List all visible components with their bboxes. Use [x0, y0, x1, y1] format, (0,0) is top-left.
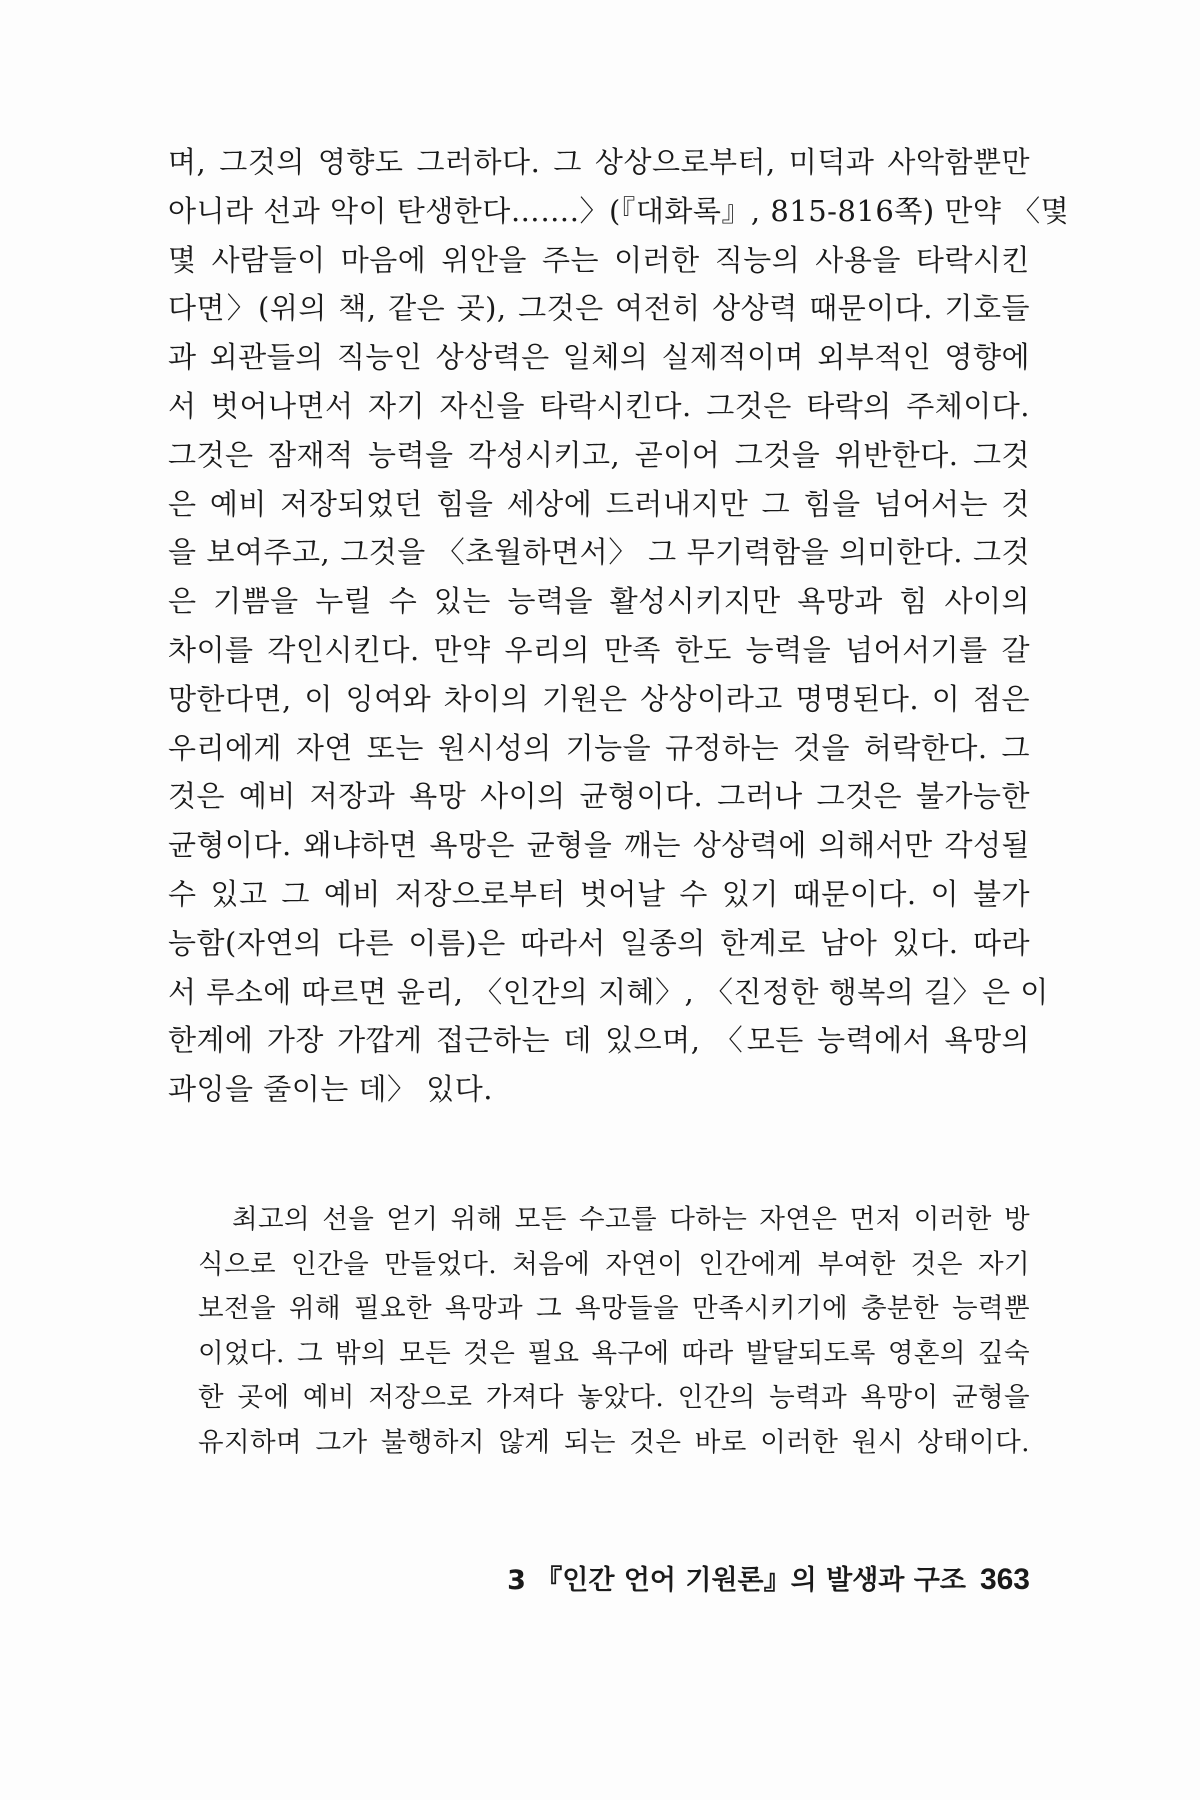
body-line: 능함(자연의 다른 이름)은 따라서 일종의 한계로 남아 있다. 따라: [168, 925, 1030, 960]
running-head: 3 『인간 언어 기원론』의 발생과 구조: [507, 1565, 966, 1596]
quote-line: 유지하며 그가 불행하지 않게 되는 것은 바로 이러한 원시 상태이다.: [198, 1426, 1030, 1458]
body-line: 수 있고 그 예비 저장으로부터 벗어날 수 있기 때문이다. 이 불가: [168, 876, 1030, 911]
body-line: 아니라 선과 악이 탄생한다…….〉(『대화록』, 815-816쪽) 만약 〈몇: [168, 193, 1070, 228]
body-line: 은 예비 저장되었던 힘을 세상에 드러내지만 그 힘을 넘어서는 것: [168, 486, 1030, 521]
body-line: 은 기쁨을 누릴 수 있는 능력을 활성시키지만 욕망과 힘 사이의: [168, 584, 1030, 619]
body-line: 서 루소에 따르면 윤리, 〈인간의 지혜〉, 〈진정한 행복의 길〉은 이: [168, 974, 1049, 1009]
body-line: 몇 사람들이 마음에 위안을 주는 이러한 직능의 사용을 타락시킨: [168, 242, 1030, 277]
quote-line: 최고의 선을 얻기 위해 모든 수고를 다하는 자연은 먼저 이러한 방: [232, 1204, 1030, 1235]
body-line: 것은 예비 저장과 욕망 사이의 균형이다. 그러나 그것은 불가능한: [168, 779, 1030, 814]
body-line: 과잉을 줄이는 데〉 있다.: [168, 1072, 493, 1107]
body-line: 을 보여주고, 그것을 〈초월하면서〉 그 무기력함을 의미한다. 그것: [168, 535, 1030, 570]
body-paragraph: [168, 138, 1070, 1114]
page-number: 363: [979, 1563, 1030, 1596]
body-line: 균형이다. 왜냐하면 욕망은 균형을 깨는 상상력에 의해서만 각성될: [168, 828, 1030, 863]
quote-line: 보전을 위해 필요한 욕망과 그 욕망들을 만족시키기에 충분한 능력뿐: [198, 1293, 1030, 1325]
body-line: 그것은 잠재적 능력을 각성시키고, 곧이어 그것을 위반한다. 그것: [168, 437, 1030, 472]
body-line: 과 외관들의 직능인 상상력은 일체의 실제적이며 외부적인 영향에: [168, 340, 1030, 375]
quote-line: 한 곳에 예비 저장으로 가져다 놓았다. 인간의 능력과 욕망이 균형을: [198, 1382, 1030, 1414]
body-line: 다면〉(위의 책, 같은 곳), 그것은 여전히 상상력 때문이다. 기호들: [168, 291, 1030, 326]
body-line: 망한다면, 이 잉여와 차이의 기원은 상상이라고 명명된다. 이 점은: [168, 681, 1030, 716]
body-line: 차이를 각인시킨다. 만약 우리의 만족 한도 능력을 넘어서기를 갈: [168, 632, 1030, 667]
body-line: 우리에게 자연 또는 원시성의 기능을 규정하는 것을 허락한다. 그: [168, 730, 1030, 765]
body-line: 서 벗어나면서 자기 자신을 타락시킨다. 그것은 타락의 주체이다.: [168, 388, 1030, 423]
body-line: 며, 그것의 영향도 그러하다. 그 상상으로부터, 미덕과 사악함뿐만: [168, 145, 1030, 179]
page-footer: [507, 1558, 1030, 1597]
quote-line: 식으로 인간을 만들었다. 처음에 자연이 인간에게 부여한 것은 자기: [198, 1248, 1030, 1280]
quote-line: 이었다. 그 밖의 모든 것은 필요 욕구에 따라 발달되도록 영혼의 깊숙: [198, 1337, 1030, 1369]
body-line: 한계에 가장 가깝게 접근하는 데 있으며, 〈모든 능력에서 욕망의: [168, 1023, 1030, 1058]
block-quote: [198, 1198, 1030, 1466]
